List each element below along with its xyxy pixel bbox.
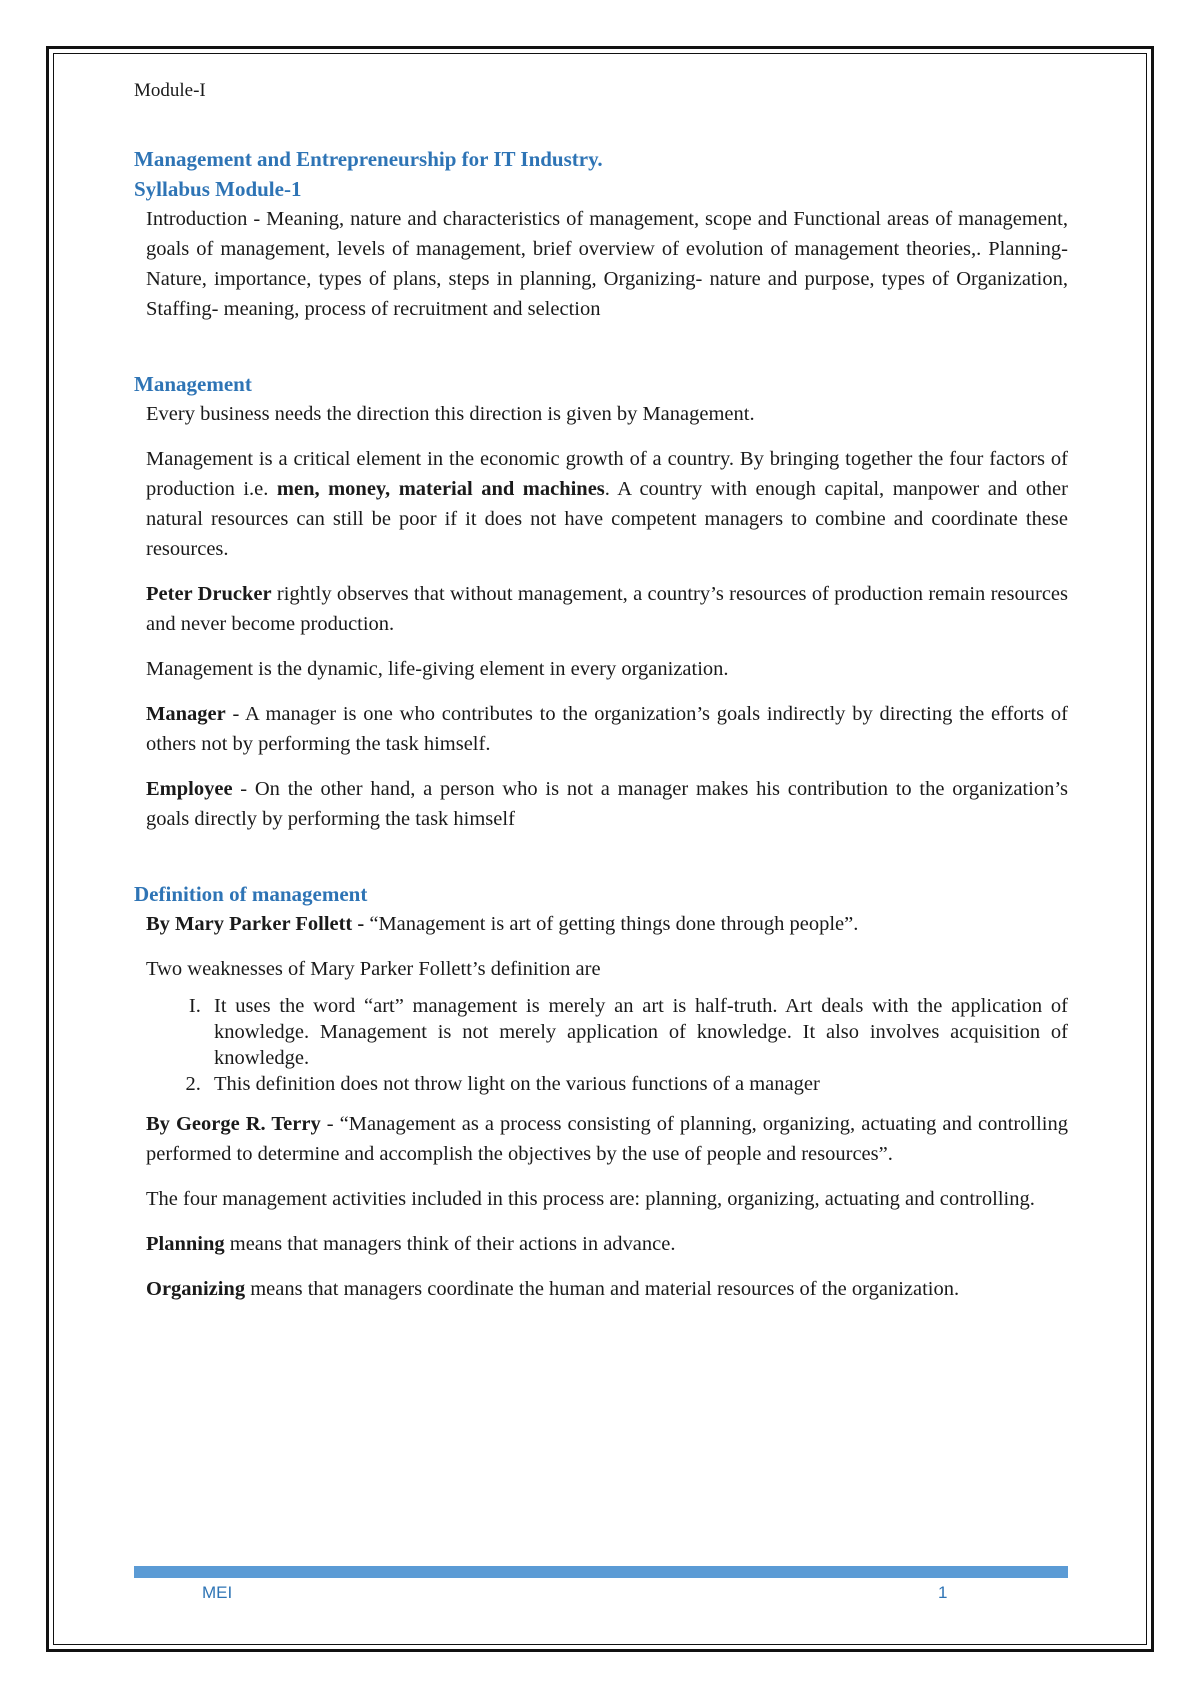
terry-bold: By George R. Terry: [146, 1113, 321, 1135]
four-activities: The four management activities included in this process are: planning, organizing, actuating and controlling.: [146, 1188, 1035, 1210]
weaknesses-intro: Two weaknesses of Mary Parker Follett’s definition are: [146, 958, 601, 980]
list-item: I. It uses the word “art” management is merely an art is half-truth. Art deals with the application of knowledge. Management is not merely application of knowledge. It also involves acquisition of knowledge.: [206, 993, 1068, 1071]
organizing-definition: Organizing means that managers coordinate the human and material resources of the organization.: [146, 1278, 960, 1300]
terry-definition: By George R. Terry - “Management as a process consisting of planning, organizing, actuating and controlling performed to determine and accomplish the objectives by the use of people and resources”.: [146, 1113, 1068, 1165]
manager-bold: Manager: [146, 703, 226, 725]
planning-bold: Planning: [146, 1233, 225, 1255]
definition-heading: Definition of management: [134, 882, 368, 906]
section-gap: [134, 849, 1068, 879]
footer-label: MEI: [202, 1583, 233, 1602]
document-body: [134, 144, 1068, 1319]
employee-bold: Employee: [146, 778, 233, 800]
management-heading: Management: [134, 372, 252, 396]
syllabus-heading: Syllabus Module-1: [134, 177, 302, 201]
weaknesses-list: [134, 993, 1068, 1097]
factors-bold: men, money, material and machines: [276, 478, 605, 500]
drucker-bold: Peter Drucker: [146, 583, 272, 605]
organizing-bold: Organizing: [146, 1278, 246, 1300]
document-title: Management and Entrepreneurship for IT Industry.: [134, 147, 603, 171]
follett-definition: By Mary Parker Follett - “Management is art of getting things done through people”.: [146, 913, 859, 935]
manager-definition: Manager - A manager is one who contributes to the organization’s goals indirectly by directing the efforts of others not by performing the task himself.: [146, 703, 1068, 755]
management-p3: Peter Drucker rightly observes that without management, a country’s resources of production remain resources and never become production.: [146, 583, 1068, 635]
employee-definition: Employee - On the other hand, a person who is not a manager makes his contribution to the organization’s goals directly by performing the task himself: [146, 778, 1068, 830]
syllabus-text: Introduction - Meaning, nature and characteristics of management, scope and Functional areas of management, goals of management, levels of management, brief overview of evolution of management theories,. Planning- Nature, importance, types of plans, steps in planning, Organizing- nature and purpose, types of Organization, Staffing- meaning, process of recruitment and selection: [146, 208, 1068, 320]
list-item: 2. This definition does not throw light on the various functions of a manager: [206, 1071, 1068, 1097]
footer-rule: [134, 1566, 1068, 1578]
management-p4: Management is the dynamic, life-giving element in every organization.: [146, 658, 729, 680]
planning-definition: Planning means that managers think of their actions in advance.: [146, 1233, 676, 1255]
page-number: 1: [938, 1583, 948, 1602]
follett-bold: By Mary Parker Follett -: [146, 913, 365, 935]
module-header: Module-I: [134, 80, 206, 101]
management-p1: Every business needs the direction this direction is given by Management.: [146, 403, 755, 425]
section-gap: [134, 339, 1068, 369]
management-p2: Management is a critical element in the economic growth of a country. By bringing together the four factors of production i.e. men, money, material and machines. A country with enough capital, manpower and other natural resources can still be poor if it does not have competent managers to combine and coordinate these resources.: [146, 448, 1068, 560]
